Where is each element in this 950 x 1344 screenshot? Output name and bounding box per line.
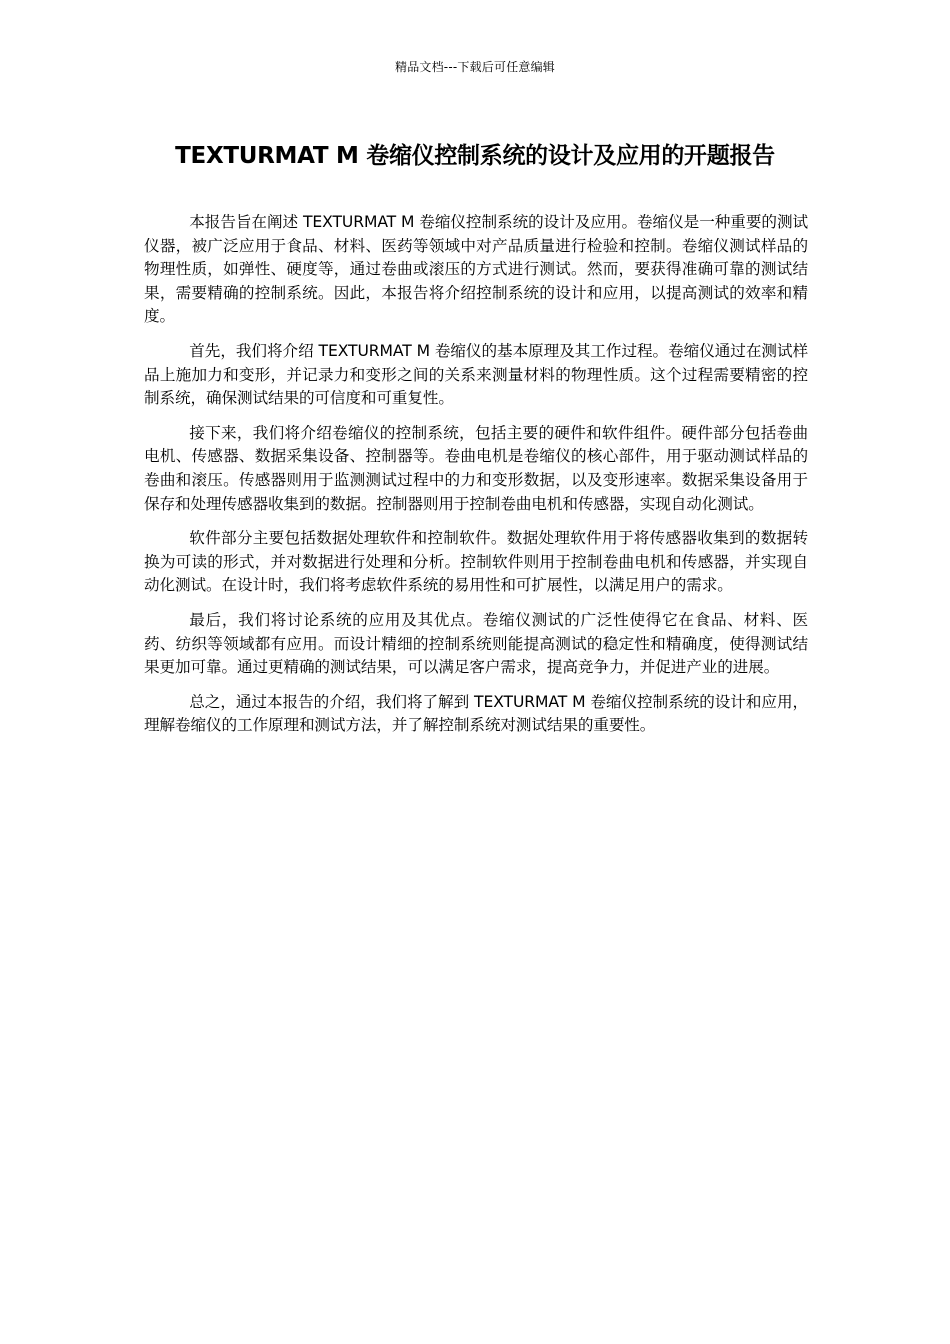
paragraph-software: 软件部分主要包括数据处理软件和控制软件。数据处理软件用于将传感器收集到的数据转换为可读的形式，并对数据进行处理和分析。控制软件则用于控制卷曲电机和传感器，并实现自动化测试。在设计时，我们将考虑软件系统的易用性和可扩展性，以满足用户的需求。 — [144, 529, 808, 595]
paragraph-conclusion: 总之，通过本报告的介绍，我们将了解到 TEXTURMAT M 卷缩仪控制系统的设计和应用，理解卷缩仪的工作原理和测试方法，并了解控制系统对测试结果的重要性。 — [144, 692, 808, 735]
document-body — [144, 211, 808, 749]
document-title: TEXTURMAT M 卷缩仪控制系统的设计及应用的开题报告 — [175, 143, 775, 169]
paragraph-principle: 首先，我们将介绍 TEXTURMAT M 卷缩仪的基本原理及其工作过程。卷缩仪通过在测试样品上施加力和变形，并记录力和变形之间的关系来测量材料的物理性质。这个过程需要精密的控制系统，确保测试结果的可信度和可重复性。 — [144, 341, 808, 408]
header-note: 精品文档---下载后可任意编辑 — [395, 60, 555, 74]
paragraph-applications: 最后，我们将讨论系统的应用及其优点。卷缩仪测试的广泛性使得它在食品、材料、医药、纺织等领域都有应用。而设计精细的控制系统则能提高测试的稳定性和精确度，使得测试结果更加可靠。通过更精确的测试结果，可以满足客户需求，提高竞争力，并促进产业的进展。 — [144, 610, 808, 677]
paragraph-intro: 本报告旨在阐述 TEXTURMAT M 卷缩仪控制系统的设计及应用。卷缩仪是一种重要的测试仪器，被广泛应用于食品、材料、医药等领域中对产品质量进行检验和控制。卷缩仪测试样品的物理性质，如弹性、硬度等，通过卷曲或滚压的方式进行测试。然而，要获得准确可靠的测试结果，需要精确的控制系统。因此，本报告将介绍控制系统的设计和应用，以提高测试的效率和精度。 — [144, 213, 808, 326]
paragraph-hardware: 接下来，我们将介绍卷缩仪的控制系统，包括主要的硬件和软件组件。硬件部分包括卷曲电机、传感器、数据采集设备、控制器等。卷曲电机是卷缩仪的核心部件，用于驱动测试样品的卷曲和滚压。传感器则用于监测测试过程中的力和变形数据，以及变形速率。数据采集设备用于保存和处理传感器收集到的数据。控制器则用于控制卷曲电机和传感器，实现自动化测试。 — [144, 423, 808, 513]
